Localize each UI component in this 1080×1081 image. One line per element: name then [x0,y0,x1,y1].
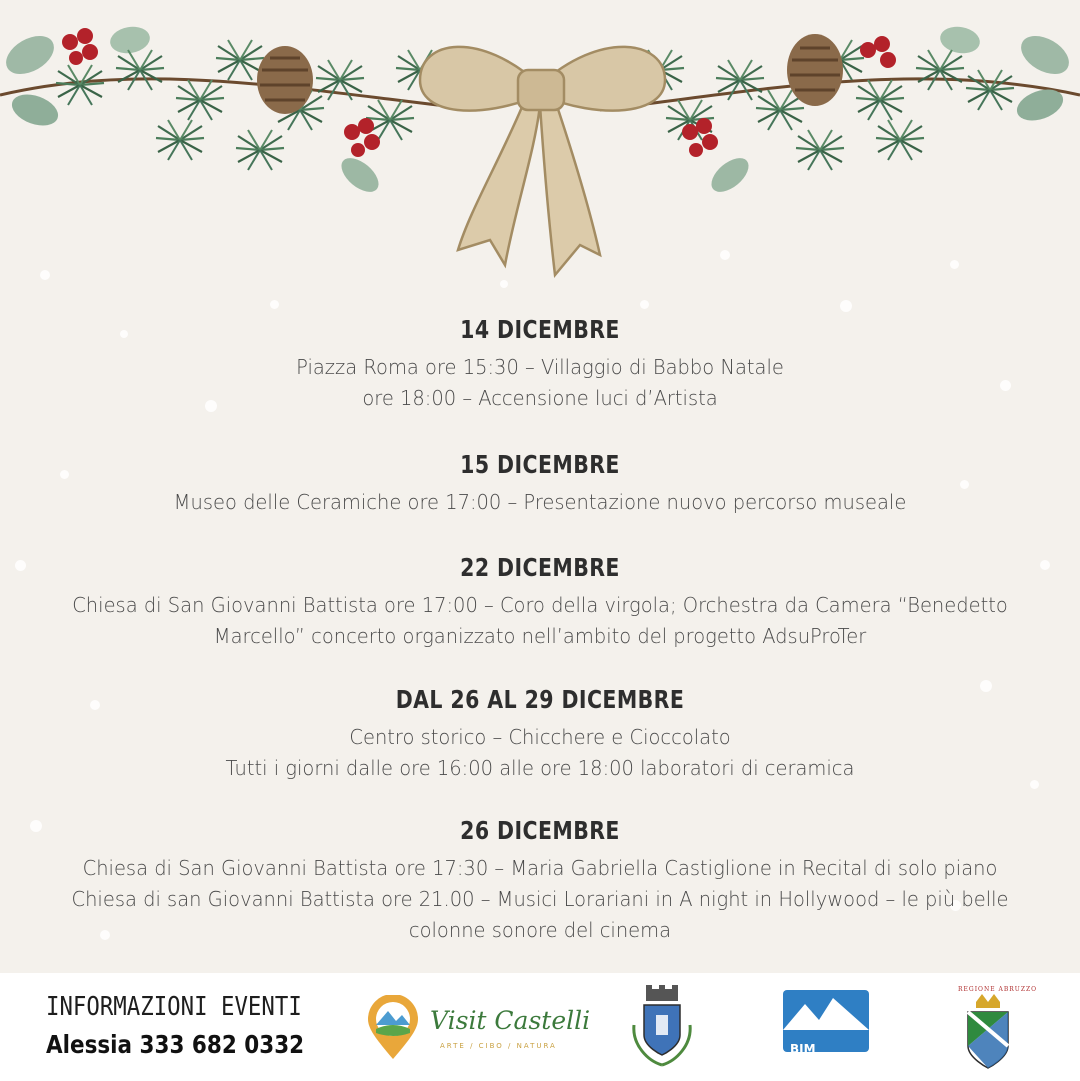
visit-castelli-logo-icon[interactable] [366,995,420,1061]
events-list [0,312,1080,946]
event-title: 22 DICEMBRE [460,553,620,582]
pinecone-icon [787,34,843,106]
event-title: 26 DICEMBRE [460,816,620,845]
ribbon-bow-icon [420,47,665,275]
pinecone-icon [257,46,313,114]
event-14-dicembre [0,312,1080,414]
municipal-crest-icon [628,985,696,1071]
christmas-garland [0,0,1080,290]
event-line: colonne sonore del cinema [408,918,672,942]
event-line: Piazza Roma ore 15:30 – Villaggio di Babbo Natale [296,355,784,379]
event-line: Chiesa di San Giovanni Battista ore 17:30 – Maria Gabriella Castiglione in Recital di solo piano [82,856,998,880]
event-line: Chiesa di San Giovanni Battista ore 17:00 – Coro della virgola; Orchestra da Camera “Benedetto [72,593,1008,617]
region-label: REGIONE ABRUZZO [958,986,1038,993]
event-line: ore 18:00 – Accensione luci d’Artista [362,386,718,410]
event-26-29-dicembre [0,682,1080,784]
event-26-dicembre [0,813,1080,946]
snowflake [270,300,279,309]
event-line: Tutti i giorni dalle ore 16:00 alle ore 18:00 laboratori di ceramica [225,756,855,780]
event-15-dicembre [0,447,1080,518]
visit-castelli-tagline: ARTE / CIBO / NATURA [440,1042,557,1050]
snowflake [640,300,649,309]
event-line: Chiesa di san Giovanni Battista ore 21.00 – Musici Lorariani in A night in Hollywood – le più belle [71,887,1009,911]
regione-abruzzo-crest-icon [962,994,1014,1070]
info-label: INFORMAZIONI EVENTI [46,992,302,1022]
event-title: 14 DICEMBRE [460,315,620,344]
info-contact: Alessia 333 682 0332 [46,1030,305,1059]
event-title: 15 DICEMBRE [460,450,620,479]
event-line: Centro storico – Chicchere e Cioccolato [349,725,731,749]
snowflake [840,300,852,312]
event-title: DAL 26 AL 29 DICEMBRE [395,685,685,714]
event-line: Museo delle Ceramiche ore 17:00 – Presentazione nuovo percorso museale [173,490,907,514]
event-22-dicembre [0,550,1080,652]
visit-castelli-text: Visit Castelli [430,1006,591,1035]
bim-label: BIM [790,1042,816,1056]
event-line: Marcello” concerto organizzato nell’ambito del progetto AdsuProTer [213,624,867,648]
